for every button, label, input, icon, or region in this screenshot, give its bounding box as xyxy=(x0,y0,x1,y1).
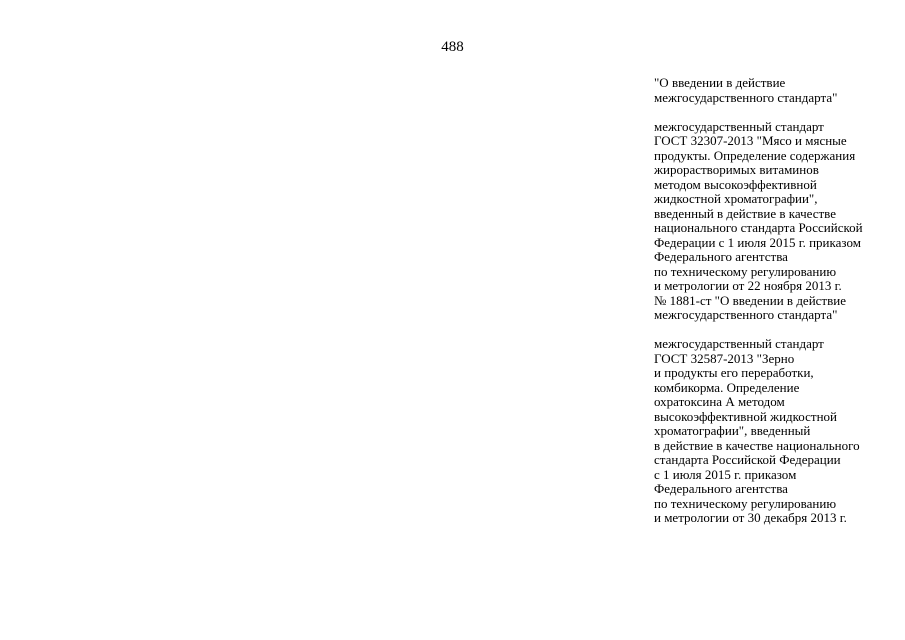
text-line: стандарта Российской Федерации xyxy=(654,452,841,467)
document-text-column xyxy=(654,76,899,540)
text-line: и метрологии от 22 ноября 2013 г. xyxy=(654,278,842,293)
text-line: в действие в качестве национального xyxy=(654,437,860,453)
page-number: 488 xyxy=(441,39,464,55)
text-line: по техническому регулированию xyxy=(654,495,837,511)
text-line: Федерального агентства xyxy=(654,249,788,264)
text-line: ГОСТ 32307-2013 "Мясо и мясные xyxy=(654,133,847,148)
text-line: и продукты его переработки, xyxy=(654,365,814,380)
text-line: межгосударственного стандарта" xyxy=(654,307,838,322)
paragraph-gost-32587 xyxy=(654,337,899,526)
text-line: хроматографии", введенный xyxy=(654,423,811,438)
text-line: № 1881-ст "О введении в действие xyxy=(654,292,846,308)
paragraph-gost-32307 xyxy=(654,120,899,323)
text-line: высокоэффективной жидкостной xyxy=(654,408,837,424)
text-line: национального стандарта Российской xyxy=(654,220,863,235)
text-line: межгосударственный стандарт xyxy=(654,336,824,351)
text-line: межгосударственного стандарта" xyxy=(654,89,838,105)
text-line: продукты. Определение содержания xyxy=(654,147,856,163)
text-line: охратоксина А методом xyxy=(654,394,785,409)
text-line: Федерации с 1 июля 2015 г. приказом xyxy=(654,234,861,250)
text-line: жидкостной хроматографии", xyxy=(654,191,818,206)
paragraph-intro-title xyxy=(654,76,899,105)
text-line: и метрологии от 30 декабря 2013 г. xyxy=(654,510,847,525)
text-line: жирорастворимых витаминов xyxy=(654,162,819,177)
text-line: "О введении в действие xyxy=(654,75,786,90)
text-line: введенный в действие в качестве xyxy=(654,205,837,221)
text-line: межгосударственный стандарт xyxy=(654,118,824,134)
text-line: с 1 июля 2015 г. приказом xyxy=(654,466,797,482)
text-line: по техническому регулированию xyxy=(654,263,837,279)
text-line: комбикорма. Определение xyxy=(654,379,800,395)
text-line: ГОСТ 32587-2013 "Зерно xyxy=(654,350,795,366)
text-line: методом высокоэффективной xyxy=(654,176,817,192)
text-line: Федерального агентства xyxy=(654,481,788,496)
